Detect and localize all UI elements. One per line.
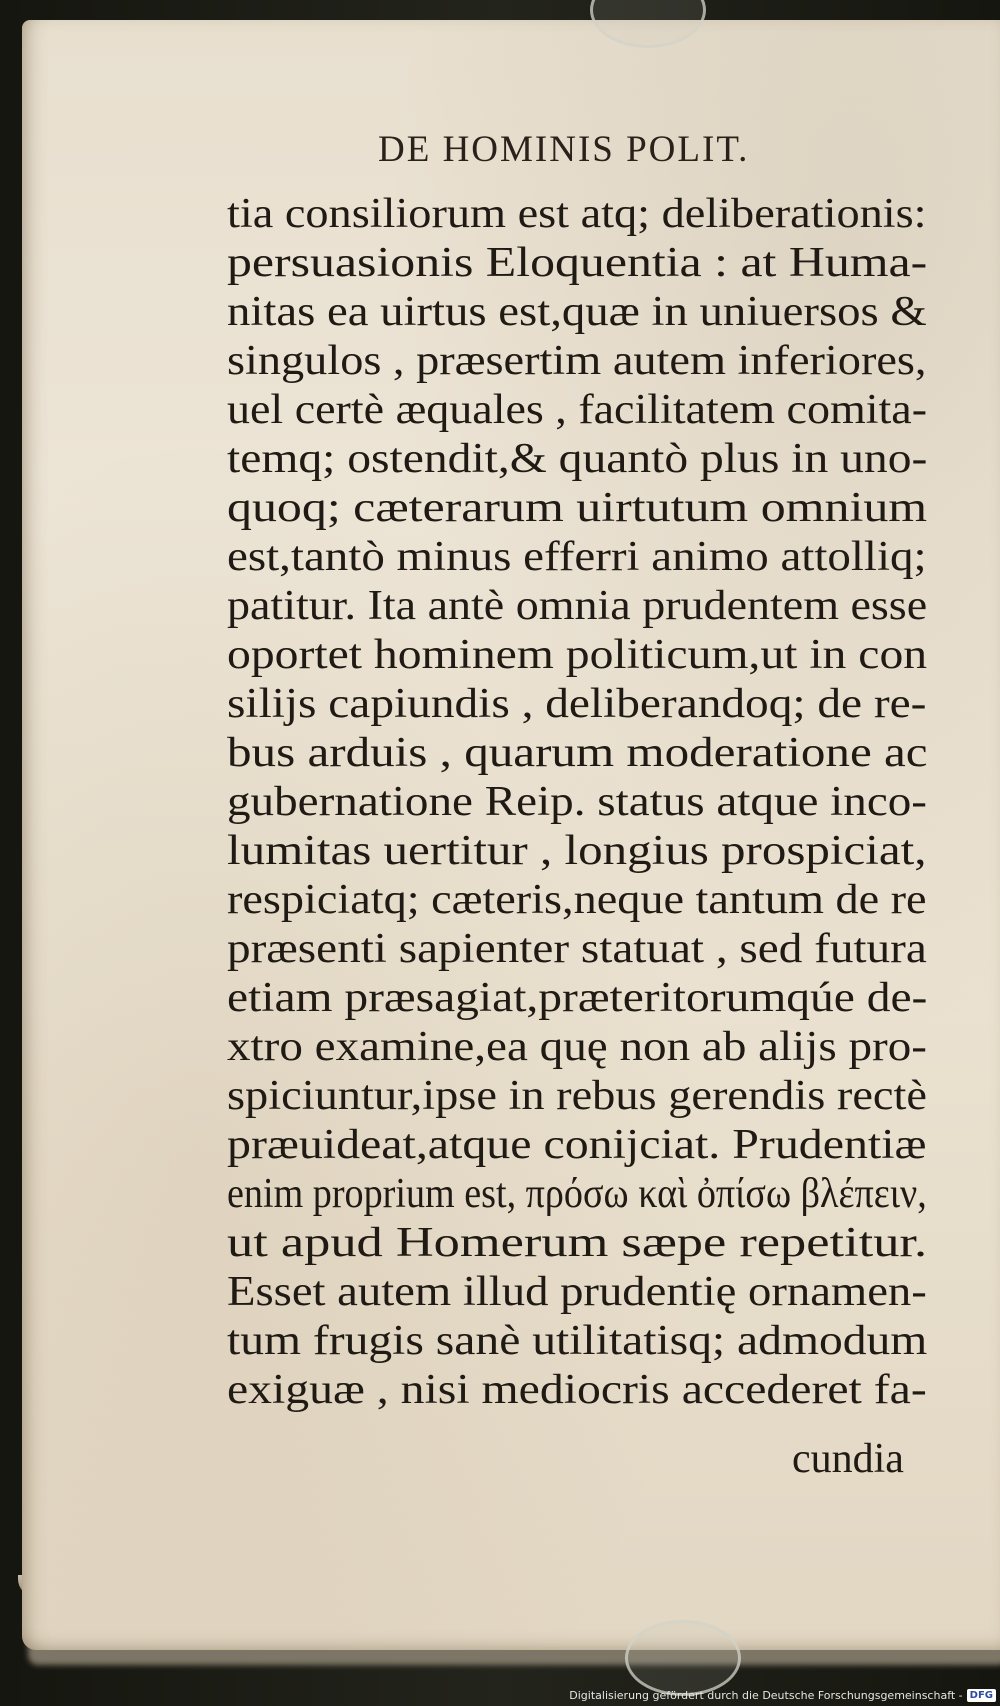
text-line-17: etiam præsagiat,præteritorumqúe de- (227, 975, 928, 1021)
text-line-10: oportet hominem politicum,ut in con (227, 632, 928, 678)
catchword: cundia (792, 1436, 904, 1482)
text-line-25: exiguæ , nisi mediocris accederet fa- (227, 1367, 927, 1413)
text-line-16: præsenti sapienter statuat , sed futura (227, 926, 927, 972)
text-line-5: uel certè æquales , facilitatem comita- (227, 387, 928, 433)
text-line-4: singulos , præsertim autem inferiores, (227, 338, 927, 384)
book-page (22, 20, 1000, 1650)
text-line-21: enim proprium est, πρόσω καὶ ὀπίσω βλέπειν, (227, 1171, 927, 1217)
text-line-2: persuasionis Eloquentia : at Huma- (227, 240, 928, 286)
footer-credit (569, 1686, 996, 1704)
footer-text: Digitalisierung gefördert durch die Deutsche Forschungsgemeinschaft - (569, 1688, 963, 1702)
text-line-11: silijs capiundis , deliberandoq; de re- (227, 681, 927, 727)
dfg-logo-icon: DFG (967, 1689, 996, 1702)
text-line-24: tum frugis sanè utilitatisq; admodum (227, 1318, 928, 1364)
text-line-6: temq; ostendit,& quantò plus in uno- (227, 436, 928, 482)
text-line-23: Esset autem illud prudentię ornamen- (227, 1269, 927, 1315)
text-line-13: gubernatione Reip. status atque inco- (227, 779, 927, 825)
text-line-20: præuideat,atque coniјciat. Prudentiæ (227, 1122, 927, 1168)
text-line-7: quoq; cæterarum uirtutum omnium (227, 485, 928, 531)
text-line-8: est,tantò minus efferri animo attolliq; (227, 534, 927, 580)
text-line-9: patitur. Ita antè omnia prudentem esse (227, 583, 928, 629)
page-clip-bottom (625, 1620, 741, 1696)
text-line-19: spiciuntur,ipse in rebus gerendis rectè (227, 1073, 927, 1119)
text-line-12: bus arduis , quarum moderatione ac (227, 730, 928, 776)
running-head: DE HOMINIS POLIT. (378, 129, 750, 170)
text-line-15: respiciatq; cæteris,neque tantum de re (227, 877, 927, 923)
text-line-14: lumitas uertitur , longius prospiciat, (227, 828, 927, 874)
text-line-18: xtro examine,ea quę non ab alijs pro- (227, 1024, 927, 1070)
text-line-3: nitas ea uirtus est,quæ in uniuersos & (227, 289, 927, 335)
text-line-1: tia consiliorum est atq; deliberationis: (227, 191, 927, 237)
text-line-22: ut apud Homerum sæpe repetitur. (227, 1220, 928, 1266)
